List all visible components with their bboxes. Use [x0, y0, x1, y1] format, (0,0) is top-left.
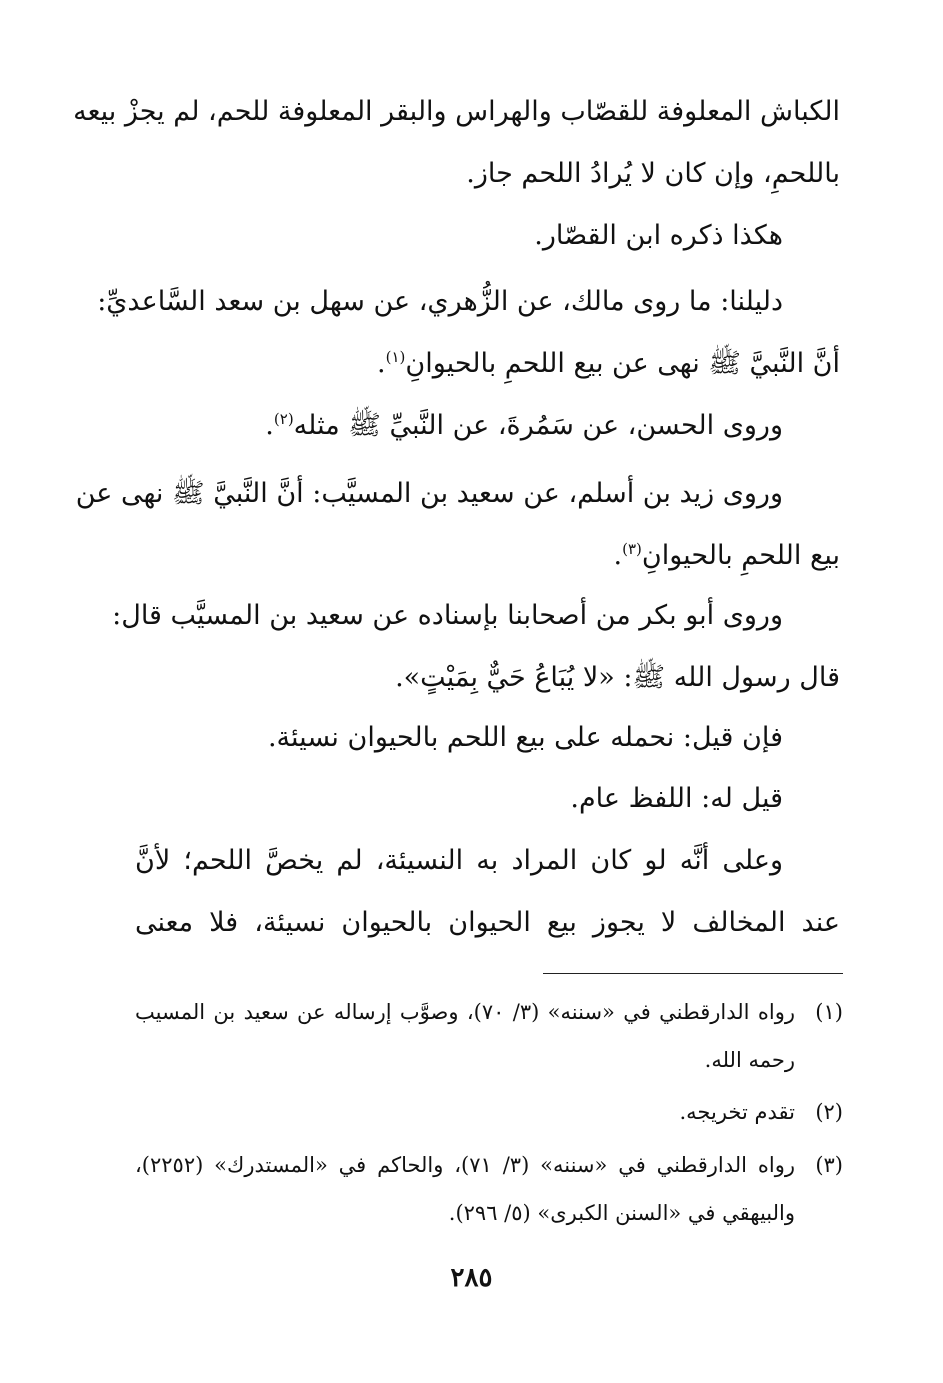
- footnote-3-text: رواه الدارقطني في «سننه» (٣/ ٧١)، والحاكم في «المستدرك» (٢٢٥٢)،: [135, 1153, 795, 1177]
- footnote-separator: [543, 973, 843, 974]
- body-line-3: هكذا ذكره ابن القصّار.: [534, 220, 783, 251]
- body-line-1: الكباش المعلوفة للقصّاب والهراس والبقر المعلوفة للحم، لم يجزْ بيعه: [73, 96, 840, 127]
- body-line-8-end: .: [613, 540, 623, 571]
- body-line-10: قال رسول الله ﷺ: «لا يُبَاعُ حَيٌّ بِمَيْتٍ».: [395, 662, 840, 693]
- footnote-marker-3[interactable]: (٣): [622, 540, 642, 558]
- body-line-4: دليلنا: ما روى مالك، عن الزُّهري، عن سهل بن سعد السَّاعديِّ:: [97, 286, 783, 317]
- body-line-8-text: بيع اللحمِ بالحيوانِ: [641, 540, 840, 571]
- footnote-3-number: (٣): [815, 1153, 843, 1177]
- body-line-6-end: .: [265, 410, 274, 441]
- body-line-13: وعلى أنَّه لو كان المراد به النسيئة، لم يخصَّ اللحم؛ لأنَّ: [135, 845, 783, 876]
- body-line-9: وروى أبو بكر من أصحابنا بإسناده عن سعيد بن المسيَّب قال:: [112, 600, 783, 631]
- body-line-8: [135, 536, 840, 576]
- footnote-3-line-2: والبيهقي في «السنن الكبرى» (٥/ ٢٩٦).: [448, 1201, 795, 1225]
- footnote-1-text: رواه الدارقطني في «سننه» (٣/ ٧٠)، وصوَّب إرساله عن سعيد بن المسيب: [135, 1000, 795, 1024]
- footnote-2-text: تقدم تخريجه.: [679, 1100, 795, 1124]
- body-line-2: باللحمِ، وإن كان لا يُرادُ اللحم جاز.: [466, 158, 840, 189]
- footnote-3: [135, 1150, 843, 1180]
- body-line-11: فإن قيل: نحمله على بيع اللحم بالحيوان نسيئة.: [267, 722, 783, 753]
- footnote-marker-2[interactable]: (٢): [273, 410, 294, 428]
- body-line-5-end: .: [377, 348, 386, 379]
- footnote-2: [135, 1097, 843, 1127]
- body-line-6-text: وروى الحسن، عن سَمُرةَ، عن النَّبيِّ ﷺ مثله: [293, 410, 783, 441]
- body-line-14: عند المخالف لا يجوز بيع الحيوان بالحيوان نسيئة، فلا معنى: [135, 907, 840, 938]
- footnote-1: [135, 997, 843, 1027]
- body-line-12: قيل له: اللفظ عام.: [570, 783, 783, 814]
- body-line-6: [135, 406, 783, 446]
- body-line-5-text: أنَّ النَّبيَّ ﷺ نهى عن بيع اللحمِ بالحيوانِ: [405, 348, 840, 379]
- footnote-marker-1[interactable]: (١): [385, 348, 406, 366]
- footnote-2-number: (٢): [815, 1100, 843, 1124]
- page-number: ٢٨٥: [450, 1263, 493, 1293]
- footnote-1-number: (١): [815, 1000, 843, 1024]
- body-line-7: وروى زيد بن أسلم، عن سعيد بن المسيَّب: أنَّ النَّبيَّ ﷺ نهى عن: [75, 478, 783, 509]
- body-line-5: [135, 344, 840, 384]
- footnote-1-line-2: رحمه الله.: [704, 1048, 795, 1072]
